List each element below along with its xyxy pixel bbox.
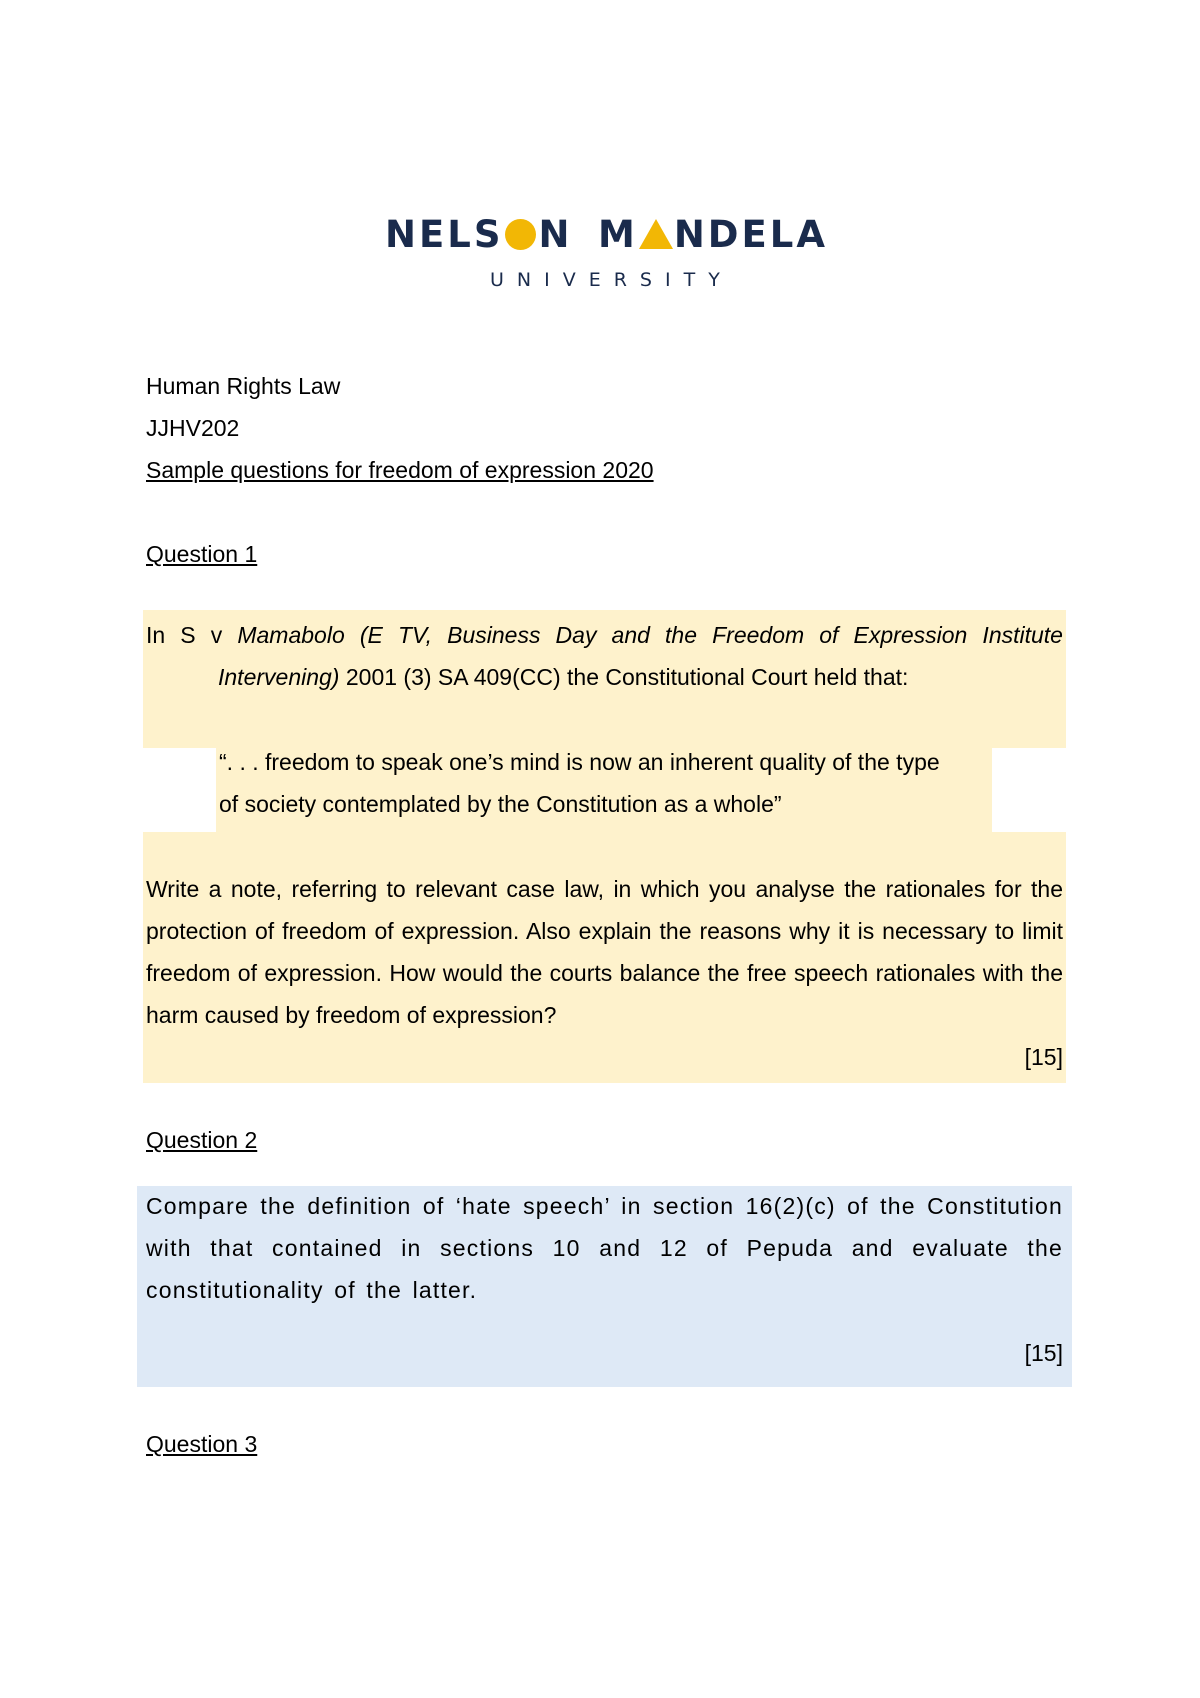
- document-subtitle: Sample questions for freedom of expression 2020: [146, 457, 654, 483]
- logo-word-nelson: [385, 214, 572, 254]
- sun-icon: [505, 219, 536, 250]
- q1-case-name-cont: Intervening): [218, 664, 340, 690]
- logo-text-m: M: [598, 212, 638, 256]
- q1-intro-citation: 2001 (3) SA 409(CC) the Constitutional Court held that:: [339, 664, 909, 690]
- question-3-heading: Question 3: [146, 1431, 258, 1457]
- q1-body: Write a note, referring to relevant case law, in which you analyse the rationales for the protection of freedom of expression. Also explain the reasons why it is necessary to limit freedom of expression. How would the courts balance the free speech rationales with the harm caused by freedom of expression?: [146, 876, 1063, 1028]
- q1-quote-line-2: of society contemplated by the Constitution as a whole”: [219, 791, 782, 817]
- q2-marks: [15]: [1024, 1340, 1063, 1366]
- logo-text-nels: NELS: [385, 212, 504, 256]
- q1-intro: [146, 614, 1063, 698]
- question-1-heading: Question 1: [146, 541, 258, 567]
- q2-body: Compare the definition of ‘hate speech’ in section 16(2)(c) of the Constitution with that contained in sections 10 and 12 of Pepuda and evaluate the constitutionality of the latter.: [146, 1193, 1063, 1303]
- triangle-icon: [639, 219, 673, 249]
- q1-case-name: Mamabolo (E TV, Business Day and the Freedom of Expression Institute: [237, 622, 1063, 648]
- q1-quote-line-1: “. . . freedom to speak one’s mind is now an inherent quality of the type: [219, 749, 940, 775]
- university-logo: [0, 214, 1200, 304]
- course-code: JJHV202: [146, 415, 240, 441]
- logo-university: UNIVERSITY: [490, 269, 733, 291]
- logo-word-mandela: [598, 214, 828, 254]
- question-2-heading: Question 2: [146, 1127, 258, 1153]
- logo-text-ndela: NDELA: [673, 212, 828, 256]
- q1-intro-text: In S v: [146, 622, 238, 648]
- logo-text-n: N: [538, 212, 573, 256]
- q1-marks: [15]: [1024, 1044, 1063, 1070]
- course-title: Human Rights Law: [146, 373, 341, 399]
